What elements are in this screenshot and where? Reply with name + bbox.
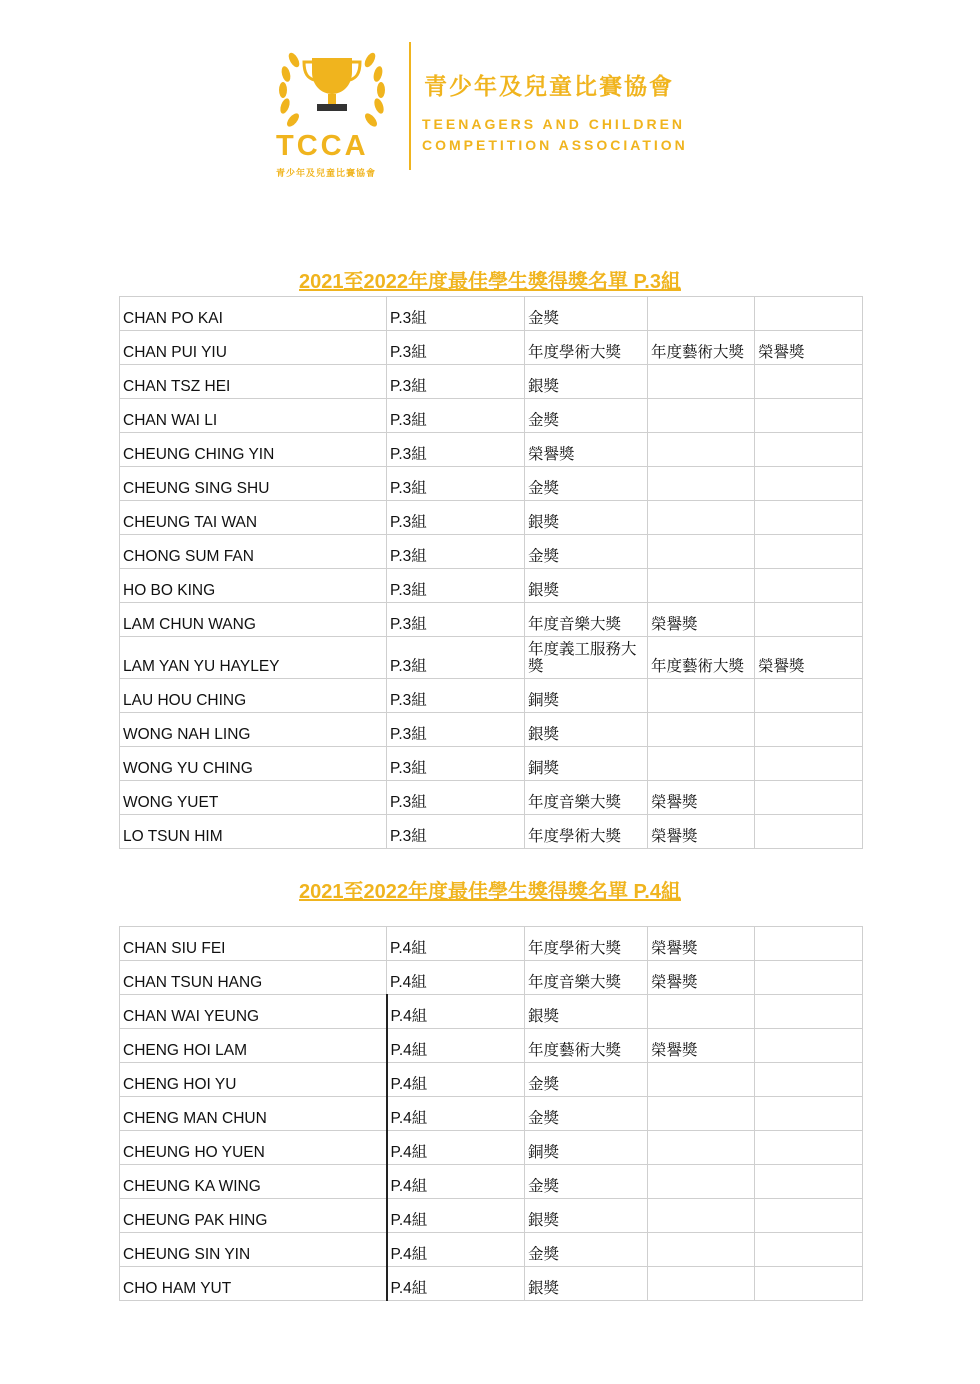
award-cell-3 [755,815,863,849]
table-row [120,1131,863,1165]
award-cell-2 [648,297,755,331]
table-row [120,365,863,399]
student-name-cell: WONG NAH LING [120,713,387,747]
table-row [120,297,863,331]
award-cell-1: 金獎 [525,297,648,331]
award-cell-1: 金獎 [525,1097,648,1131]
award-cell-3 [755,501,863,535]
award-cell-2 [648,501,755,535]
table-row [120,433,863,467]
table-row [120,1267,863,1301]
student-name-cell: CHAN WAI YEUNG [120,995,387,1029]
award-cell-2 [648,399,755,433]
award-cell-3 [755,399,863,433]
award-cell-2: 榮譽獎 [648,961,755,995]
group-cell: P.3組 [387,365,525,399]
table-row [120,713,863,747]
group-cell: P.4組 [387,1029,525,1063]
award-cell-1: 銀獎 [525,1199,648,1233]
awards-table-p3 [119,296,863,849]
award-cell-1: 金獎 [525,1233,648,1267]
award-cell-1: 年度學術大獎 [525,815,648,849]
student-name-cell: CHAN TSUN HANG [120,961,387,995]
award-cell-3 [755,781,863,815]
award-cell-2 [648,365,755,399]
award-cell-3: 榮譽獎 [755,637,863,679]
group-cell: P.3組 [387,713,525,747]
award-cell-1: 金獎 [525,467,648,501]
table-row [120,815,863,849]
award-cell-3 [755,995,863,1029]
award-cell-3 [755,1131,863,1165]
group-cell: P.4組 [387,927,525,961]
student-name-cell: LAM CHUN WANG [120,603,387,637]
award-cell-3 [755,713,863,747]
table-row [120,399,863,433]
award-cell-3 [755,927,863,961]
award-cell-2 [648,1267,755,1301]
award-cell-2 [648,1233,755,1267]
student-name-cell: CHONG SUM FAN [120,535,387,569]
group-cell: P.3組 [387,815,525,849]
award-cell-3 [755,961,863,995]
table-row [120,679,863,713]
student-name-cell: LAM YAN YU HAYLEY [120,637,387,679]
award-cell-1: 銅獎 [525,679,648,713]
group-cell: P.4組 [387,1267,525,1301]
group-cell: P.3組 [387,637,525,679]
award-cell-3 [755,1029,863,1063]
table-row [120,1199,863,1233]
award-cell-3 [755,365,863,399]
award-cell-2 [648,747,755,781]
award-cell-2 [648,433,755,467]
award-cell-3 [755,603,863,637]
table-row [120,569,863,603]
group-cell: P.4組 [387,1165,525,1199]
award-cell-2 [648,1165,755,1199]
student-name-cell: CHENG MAN CHUN [120,1097,387,1131]
student-name-cell: CHAN PUI YIU [120,331,387,365]
award-cell-3 [755,433,863,467]
student-name-cell: WONG YU CHING [120,747,387,781]
student-name-cell: CHEUNG CHING YIN [120,433,387,467]
group-cell: P.4組 [387,1233,525,1267]
award-cell-2 [648,1097,755,1131]
logo-subtitle: 青少年及兒童比賽協會 [276,168,377,178]
student-name-cell: WONG YUET [120,781,387,815]
table-row [120,1233,863,1267]
award-cell-2 [648,467,755,501]
award-cell-2: 榮譽獎 [648,927,755,961]
award-cell-2 [648,569,755,603]
table-row [120,535,863,569]
student-name-cell: CHEUNG PAK HING [120,1199,387,1233]
student-name-cell: CHEUNG HO YUEN [120,1131,387,1165]
org-name-english-line1: TEENAGERS AND CHILDREN [422,116,686,132]
table-row [120,501,863,535]
student-name-cell: CHAN TSZ HEI [120,365,387,399]
student-name-cell: CHAN WAI LI [120,399,387,433]
table-row [120,637,863,679]
org-name-chinese: 青少年及兒童比賽協會 [424,73,674,99]
award-cell-1: 年度音樂大獎 [525,781,648,815]
award-cell-1: 年度音樂大獎 [525,603,648,637]
award-cell-2 [648,1199,755,1233]
award-cell-2 [648,1063,755,1097]
student-name-cell: CHEUNG SIN YIN [120,1233,387,1267]
logo-wordmark: TCCA [276,130,369,162]
award-cell-2 [648,679,755,713]
student-name-cell: CHENG HOI LAM [120,1029,387,1063]
award-cell-1: 銀獎 [525,365,648,399]
award-cell-3 [755,1267,863,1301]
award-cell-1: 銀獎 [525,713,648,747]
group-cell: P.3組 [387,331,525,365]
award-cell-1: 金獎 [525,1165,648,1199]
table-row [120,781,863,815]
group-cell: P.4組 [387,1063,525,1097]
section-title-p3: 2021至2022年度最佳學生獎得獎名單 P.3組 [299,271,681,293]
student-name-cell: LAU HOU CHING [120,679,387,713]
award-cell-2: 榮譽獎 [648,603,755,637]
group-cell: P.3組 [387,501,525,535]
group-cell: P.4組 [387,1199,525,1233]
group-cell: P.3組 [387,603,525,637]
award-cell-2 [648,535,755,569]
award-cell-1: 銅獎 [525,747,648,781]
award-cell-2 [648,1131,755,1165]
student-name-cell: CHAN SIU FEI [120,927,387,961]
group-cell: P.3組 [387,569,525,603]
awards-table-p4 [119,926,863,1301]
award-cell-1: 金獎 [525,535,648,569]
award-cell-3 [755,535,863,569]
group-cell: P.4組 [387,995,525,1029]
award-cell-2 [648,713,755,747]
award-cell-1: 銀獎 [525,995,648,1029]
student-name-cell: CHENG HOI YU [120,1063,387,1097]
award-cell-1: 年度學術大獎 [525,927,648,961]
award-cell-3 [755,679,863,713]
group-cell: P.3組 [387,399,525,433]
table-row [120,603,863,637]
student-name-cell: CHEUNG KA WING [120,1165,387,1199]
award-cell-2: 年度藝術大獎 [648,637,755,679]
award-cell-1: 金獎 [525,1063,648,1097]
award-cell-3 [755,1063,863,1097]
award-cell-3 [755,1165,863,1199]
group-cell: P.3組 [387,781,525,815]
group-cell: P.3組 [387,433,525,467]
student-name-cell: LO TSUN HIM [120,815,387,849]
org-name-english-line2: COMPETITION ASSOCIATION [422,137,688,153]
award-cell-1: 榮譽獎 [525,433,648,467]
student-name-cell: CHEUNG TAI WAN [120,501,387,535]
award-cell-1: 年度音樂大獎 [525,961,648,995]
award-cell-3 [755,569,863,603]
award-cell-1: 年度義工服務大獎 [525,637,648,679]
table-row [120,961,863,995]
award-cell-2: 年度藝術大獎 [648,331,755,365]
award-cell-1: 金獎 [525,399,648,433]
award-cell-2: 榮譽獎 [648,781,755,815]
award-cell-2 [648,995,755,1029]
award-cell-3 [755,297,863,331]
student-name-cell: CHEUNG SING SHU [120,467,387,501]
award-cell-3 [755,747,863,781]
group-cell: P.3組 [387,535,525,569]
header-divider [409,42,411,170]
table-row [120,331,863,365]
student-name-cell: CHO HAM YUT [120,1267,387,1301]
student-name-cell: HO BO KING [120,569,387,603]
group-cell: P.3組 [387,297,525,331]
group-cell: P.3組 [387,679,525,713]
group-cell: P.4組 [387,1131,525,1165]
table-row [120,995,863,1029]
section-title-p4: 2021至2022年度最佳學生獎得獎名單 P.4組 [299,881,681,903]
table-row [120,1165,863,1199]
award-cell-2: 榮譽獎 [648,815,755,849]
group-cell: P.4組 [387,961,525,995]
award-cell-3 [755,1233,863,1267]
award-cell-1: 銀獎 [525,501,648,535]
page-header [272,30,712,180]
award-cell-3 [755,467,863,501]
award-cell-2: 榮譽獎 [648,1029,755,1063]
student-name-cell: CHAN PO KAI [120,297,387,331]
award-cell-1: 銀獎 [525,1267,648,1301]
award-cell-3 [755,1097,863,1131]
award-cell-3 [755,1199,863,1233]
award-cell-1: 年度學術大獎 [525,331,648,365]
table-row [120,927,863,961]
award-cell-1: 銅獎 [525,1131,648,1165]
table-row [120,1029,863,1063]
award-cell-1: 銀獎 [525,569,648,603]
table-row [120,1063,863,1097]
award-cell-3: 榮譽獎 [755,331,863,365]
table-row [120,1097,863,1131]
group-cell: P.3組 [387,467,525,501]
group-cell: P.4組 [387,1097,525,1131]
table-row [120,467,863,501]
award-cell-1: 年度藝術大獎 [525,1029,648,1063]
group-cell: P.3組 [387,747,525,781]
table-row [120,747,863,781]
